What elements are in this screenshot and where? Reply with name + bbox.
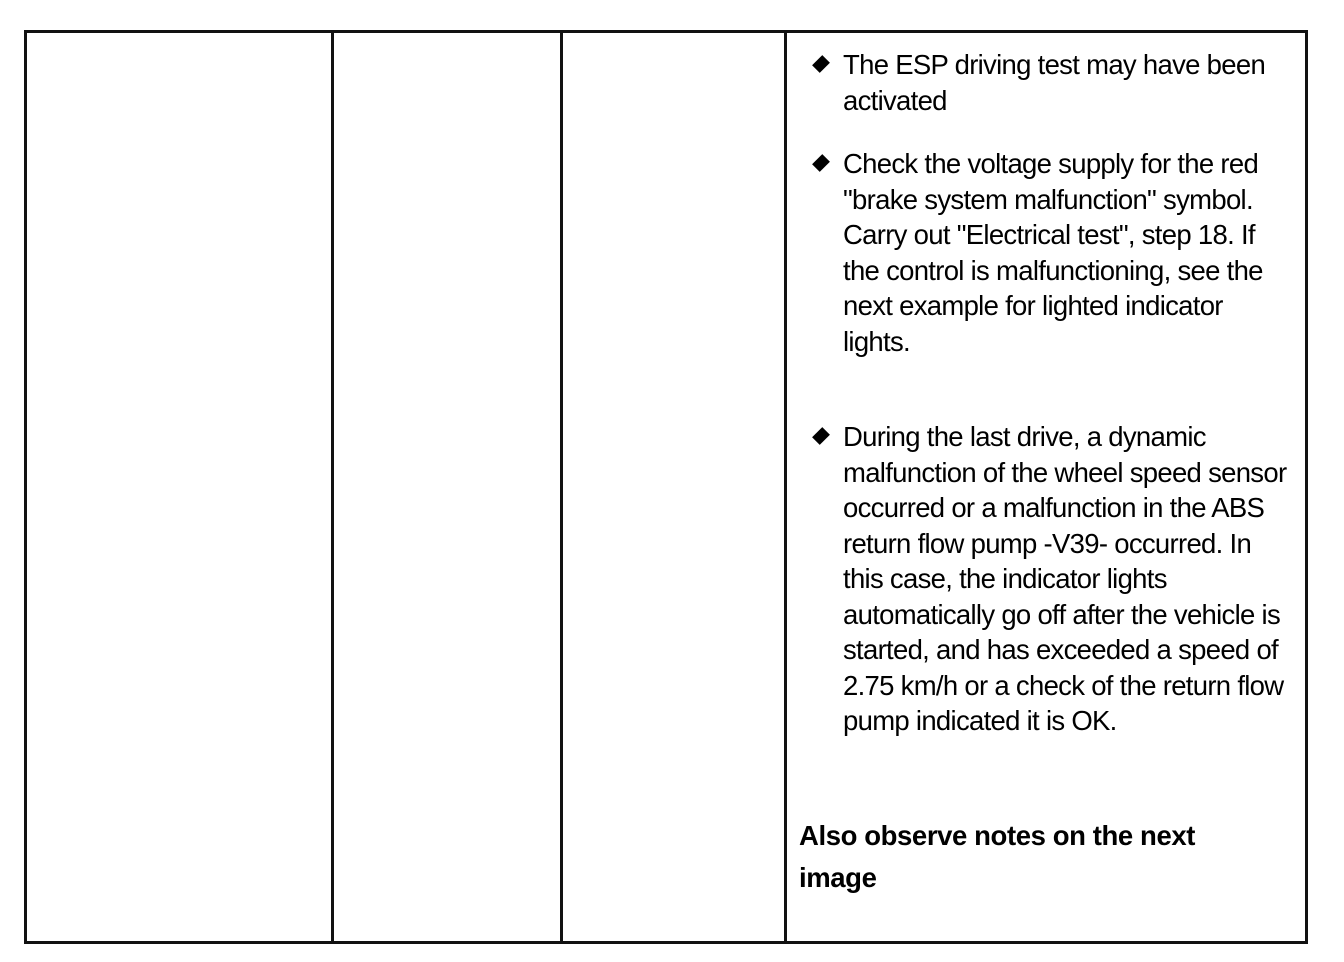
next-image-note: Also observe notes on the next image — [799, 820, 1196, 893]
bullet-item-dynamic-malfunction — [843, 419, 1293, 739]
bullet-text: The ESP driving test may have been activated — [843, 49, 1266, 116]
diamond-bullet-icon — [812, 154, 830, 172]
bullet-text: During the last drive, a dynamic malfunction of the wheel speed sensor occurred or a malfunction in the ABS return flow pump -V39- occurred. In this case, the indicator lights automatically go off after the vehicle is started, and has exceeded a speed of 2.75 km/h or a check of the return flow pump indicated it is OK. — [843, 421, 1287, 736]
table-cell-column-1 — [27, 33, 334, 941]
bullet-text: Check the voltage supply for the red "brake system malfunction" symbol. Carry out "Electrical test", step 18. If the control is malfunctioning, see the next example for lighted indicator lights. — [843, 148, 1263, 357]
table-cell-column-4 — [787, 33, 1305, 941]
bullet-item-voltage-check — [843, 146, 1293, 359]
diamond-bullet-icon — [812, 55, 830, 73]
bullet-item-esp-test — [843, 47, 1293, 118]
table-cell-column-2 — [334, 33, 563, 941]
procedure-table — [24, 30, 1308, 944]
diamond-bullet-icon — [812, 427, 830, 445]
table-cell-column-3 — [563, 33, 787, 941]
